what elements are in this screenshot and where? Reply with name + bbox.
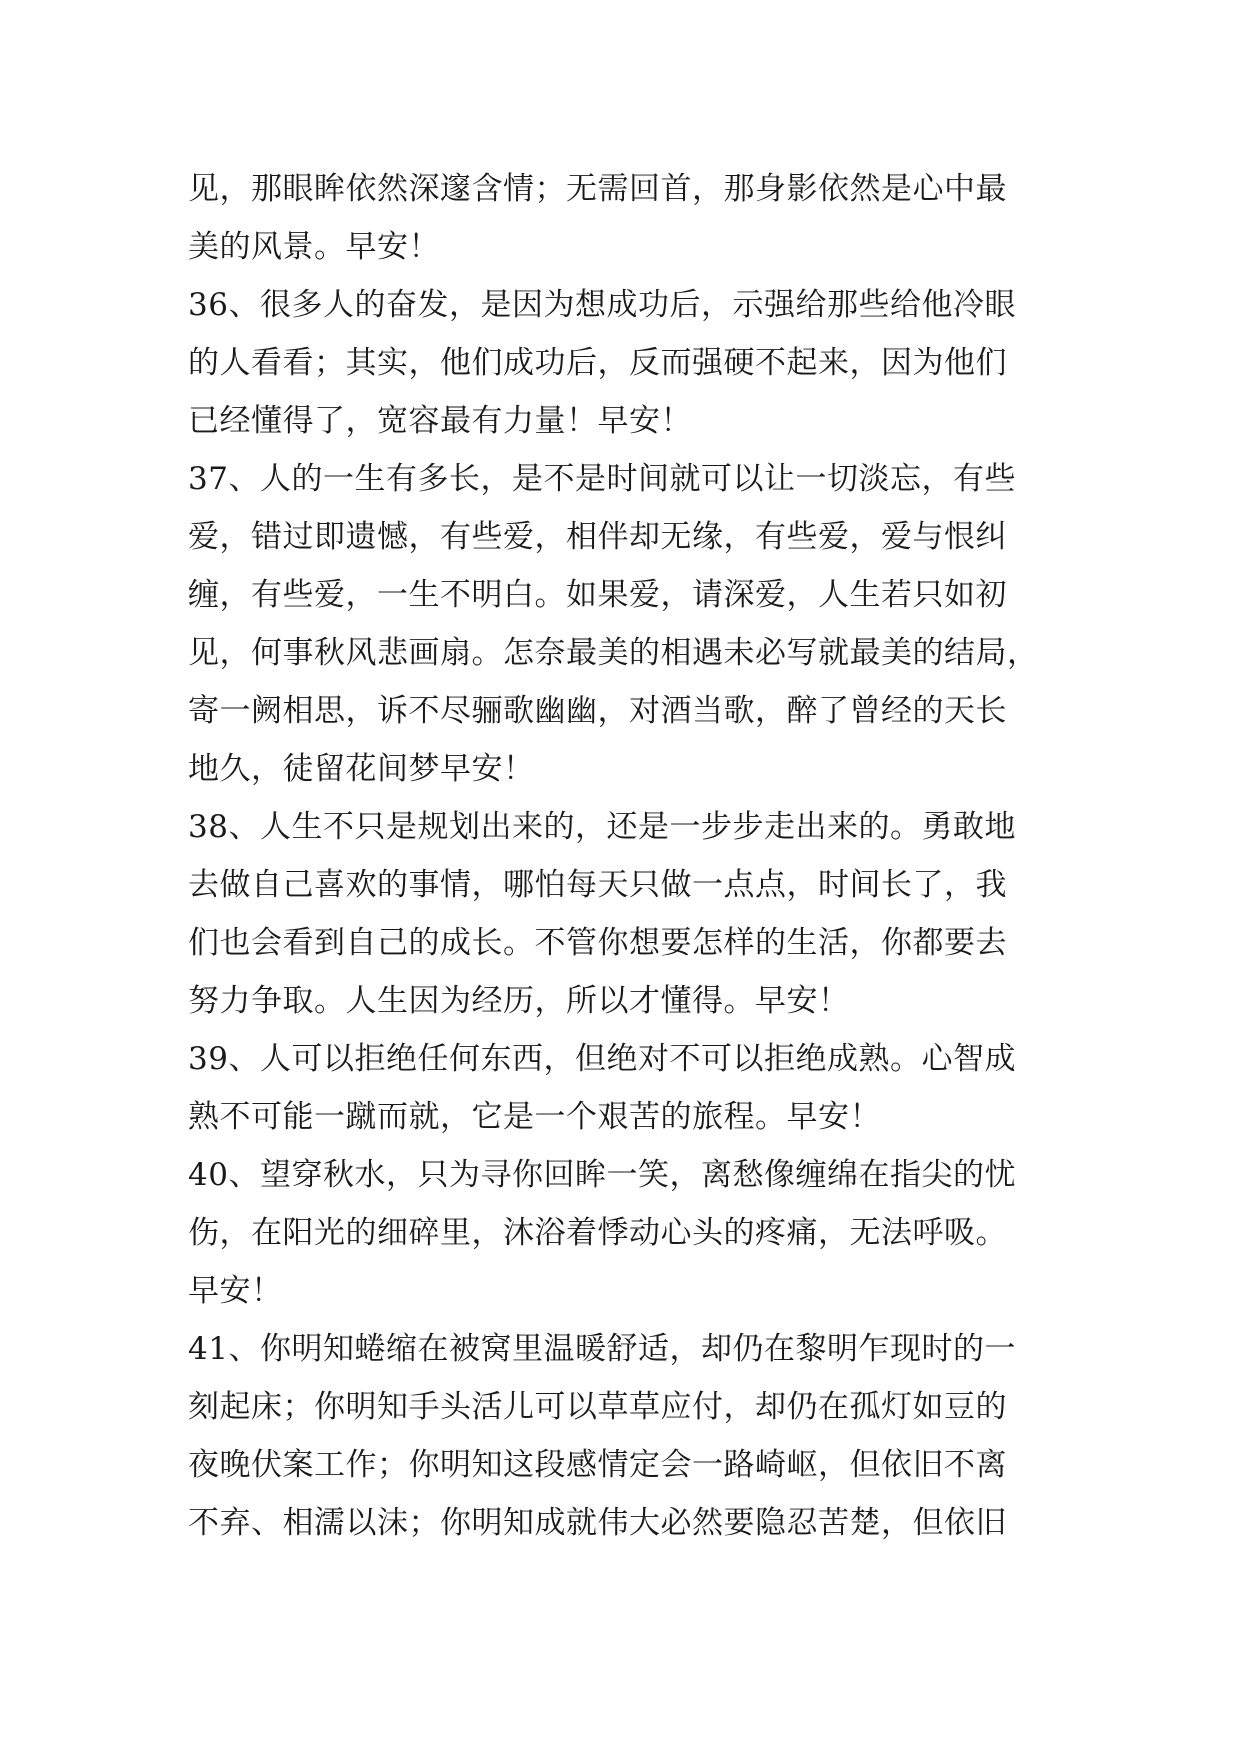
- text-line: 熟不可能一蹴而就，它是一个艰苦的旅程。早安！: [188, 1099, 881, 1135]
- document-body: [188, 160, 1088, 1552]
- text-line: 夜晚伏案工作；你明知这段感情定会一路崎岖，但依旧不离: [188, 1447, 1007, 1483]
- text-line: 早安！: [188, 1273, 283, 1309]
- text-line: 缠，有些爱，一生不明白。如果爱，请深爱，人生若只如初: [188, 577, 1007, 613]
- text-line: 见，何事秋风悲画扇。怎奈最美的相遇未必写就最美的结局，: [188, 635, 1039, 671]
- text-line: 已经懂得了，宽容最有力量！早安！: [188, 403, 692, 439]
- text-line: 39、人可以拒绝任何东西，但绝对不可以拒绝成熟。心智成: [188, 1041, 1016, 1077]
- text-line: 不弃、相濡以沫；你明知成就伟大必然要隐忍苦楚，但依旧: [188, 1505, 1007, 1541]
- text-line: 40、望穿秋水，只为寻你回眸一笑，离愁像缠绵在指尖的忧: [188, 1157, 1016, 1193]
- text-line: 41、你明知蜷缩在被窝里温暖舒适，却仍在黎明乍现时的一: [188, 1331, 1016, 1367]
- text-line: 的人看看；其实，他们成功后，反而强硬不起来，因为他们: [188, 345, 1007, 381]
- text-line: 37、人的一生有多长，是不是时间就可以让一切淡忘，有些: [188, 461, 1016, 497]
- text-line: 36、很多人的奋发，是因为想成功后，示强给那些给他冷眼: [188, 287, 1016, 323]
- text-line: 们也会看到自己的成长。不管你想要怎样的生活，你都要去: [188, 925, 1007, 961]
- text-line: 刻起床；你明知手头活儿可以草草应付，却仍在孤灯如豆的: [188, 1389, 1007, 1425]
- text-line: 爱，错过即遗憾，有些爱，相伴却无缘，有些爱，爱与恨纠: [188, 519, 1007, 555]
- text-line: 努力争取。人生因为经历，所以才懂得。早安！: [188, 983, 850, 1019]
- text-line: 去做自己喜欢的事情，哪怕每天只做一点点，时间长了，我: [188, 867, 1007, 903]
- text-line: 见，那眼眸依然深邃含情；无需回首，那身影依然是心中最: [188, 171, 1007, 207]
- text-line: 美的风景。早安！: [188, 229, 440, 265]
- text-line: 寄一阙相思，诉不尽骊歌幽幽，对酒当歌，醉了曾经的天长: [188, 693, 1007, 729]
- text-line: 38、人生不只是规划出来的，还是一步步走出来的。勇敢地: [188, 809, 1016, 845]
- text-line: 伤，在阳光的细碎里，沐浴着悸动心头的疼痛，无法呼吸。: [188, 1215, 1007, 1251]
- text-line: 地久，徒留花间梦早安！: [188, 751, 535, 787]
